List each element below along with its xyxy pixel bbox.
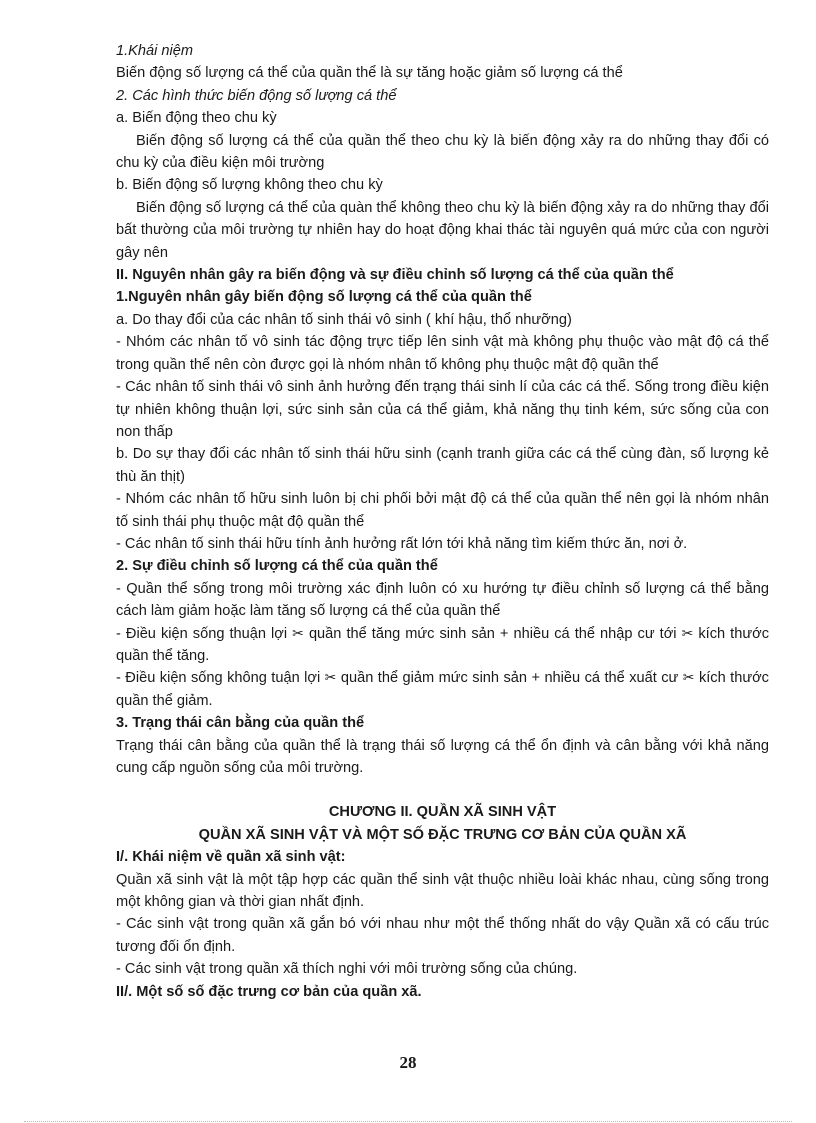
- page-number: 28: [399, 1053, 417, 1072]
- part-II-2-paragraph-1: - Quần thể sống trong môi trường xác định luôn có xu hướng tự điều chỉnh số lượng cá thể bằng cách làm giảm hoặc làm tăng số lượng cá thể của quần thể: [116, 580, 769, 620]
- part-II-1b-paragraph-1: - Nhóm các nhân tố hữu sinh luôn bị chi phối bởi mật độ cá thể của quần thể nên gọi là nhóm nhân tố sinh thái phụ thuộc mật độ quần thể: [116, 491, 769, 530]
- section-1-text: Biến động số lượng cá thể của quần thể là sự tăng hoặc giảm số lượng cá thể: [116, 65, 623, 82]
- section-1-heading: 1.Khái niệm: [116, 43, 194, 59]
- community-section-1-heading: I/. Khái niệm về quần xã sinh vật:: [116, 849, 346, 866]
- scissors-icon: ✂: [681, 625, 694, 642]
- scissors-icon: ✂: [292, 625, 304, 642]
- community-section-2-heading: II/. Một số số đặc trưng cơ bản của quần xã.: [116, 983, 422, 1000]
- section-2a-text: Biến động số lượng cá thể của quần thể theo chu kỳ là biến động xảy ra do những thay đổi có chu kỳ của điều kiện môi trường: [116, 132, 769, 172]
- section-2-heading: 2. Các hình thức biến động số lượng cá thể: [116, 87, 397, 104]
- part-II-2-paragraph-3: [116, 667, 769, 712]
- paragraph-3-part-b: quần thể giảm mức sinh sản + nhiều cá thể xuất cư: [336, 670, 679, 687]
- part-II-2-paragraph-2: [116, 623, 769, 668]
- community-section-1-paragraph-2: - Các sinh vật trong quần xã thích nghi với môi trường sống của chúng.: [116, 961, 578, 978]
- part-II-1b-paragraph-2: - Các nhân tố sinh thái hữu tính ảnh hưởng rất lớn tới khả năng tìm kiếm thức ăn, nơi ở.: [116, 535, 688, 552]
- paragraph-3-part-c: kích thước quần thể giảm.: [116, 670, 769, 709]
- paragraph-2-part-c: kích thước quần thể tăng.: [116, 625, 769, 664]
- section-2b-title: b. Biến động số lượng không theo chu kỳ: [116, 177, 383, 194]
- paragraph-2-part-b: quần thể tăng mức sinh sản + nhiều cá thể nhập cư tới: [303, 625, 682, 642]
- part-II-1a-paragraph-1: - Nhóm các nhân tố vô sinh tác động trực tiếp lên sinh vật mà không phụ thuộc vào mật độ cá thể trong quần thể nên còn được gọi là nhóm nhân tố không phụ thuộc mật độ quần thể: [116, 334, 769, 373]
- part-II-heading: II. Nguyên nhân gây ra biến động và sự điều chỉnh số lượng cá thể của quần thể: [116, 267, 674, 284]
- part-II-1a-title: a. Do thay đổi của các nhân tố sinh thái vô sinh ( khí hậu, thổ nhưỡng): [116, 311, 572, 328]
- part-II-1a-paragraph-2: - Các nhân tố sinh thái vô sinh ảnh hưởng đến trạng thái sinh lí của các cá thể. Sống trong điều kiện tự nhiên không thuận lợi, sức sinh sản của cá thể giảm, khả năng thụ tinh kém, sức sống của con non thấp: [116, 379, 769, 440]
- section-2b-text: Biến động số lượng cá thể của quàn thể không theo chu kỳ là biến động xảy ra do những thay đổi bất thường của môi trường tự nhiên hay do hoạt động khai thác tài nguyên quá mức của con người gây nên: [116, 199, 769, 261]
- part-II-1-heading: 1.Nguyên nhân gây biến động số lượng cá thể của quần thể: [116, 289, 532, 306]
- document-body: [116, 40, 769, 1003]
- part-II-1b-title: b. Do sự thay đổi các nhân tố sinh thái hữu sinh (cạnh tranh giữa các cá thể cùng đàn, số lượng kẻ thù ăn thịt): [116, 446, 769, 485]
- scissors-icon: ✂: [324, 670, 337, 687]
- chapter-title: CHƯƠNG II. QUẦN XÃ SINH VẬT: [328, 804, 557, 821]
- scissors-icon: ✂: [682, 670, 695, 687]
- part-II-3-heading: 3. Trạng thái cân bằng của quần thể: [116, 715, 365, 732]
- part-II-3-text: Trạng thái cân bằng của quần thể là trạng thái số lượng cá thể ổn định và cân bằng với khả năng cung cấp nguồn sống của môi trường.: [116, 737, 769, 776]
- paragraph-3-part-a: - Điều kiện sống không tuận lợi: [116, 670, 325, 687]
- page-bottom-divider: [24, 1121, 792, 1122]
- paragraph-2-part-a: - Điều kiện sống thuận lợi: [116, 625, 293, 642]
- community-section-1-paragraph-1: - Các sinh vật trong quần xã gắn bó với nhau như một thể thống nhất do vậy Quần xã có cấu trúc tương đối ổn định.: [116, 916, 769, 955]
- part-II-2-heading: 2. Sự điều chỉnh số lượng cá thể của quần thể: [116, 558, 438, 575]
- community-section-1-text: Quần xã sinh vật là một tập hợp các quần thể sinh vật thuộc nhiều loài khác nhau, cùng sống trong một không gian và thời gian nhất định.: [116, 871, 769, 911]
- section-2a-title: a. Biến động theo chu kỳ: [116, 110, 277, 127]
- chapter-subtitle: QUẦN XÃ SINH VẬT VÀ MỘT SỐ ĐẶC TRƯNG CƠ BẢN CỦA QUẦN XÃ: [198, 826, 687, 843]
